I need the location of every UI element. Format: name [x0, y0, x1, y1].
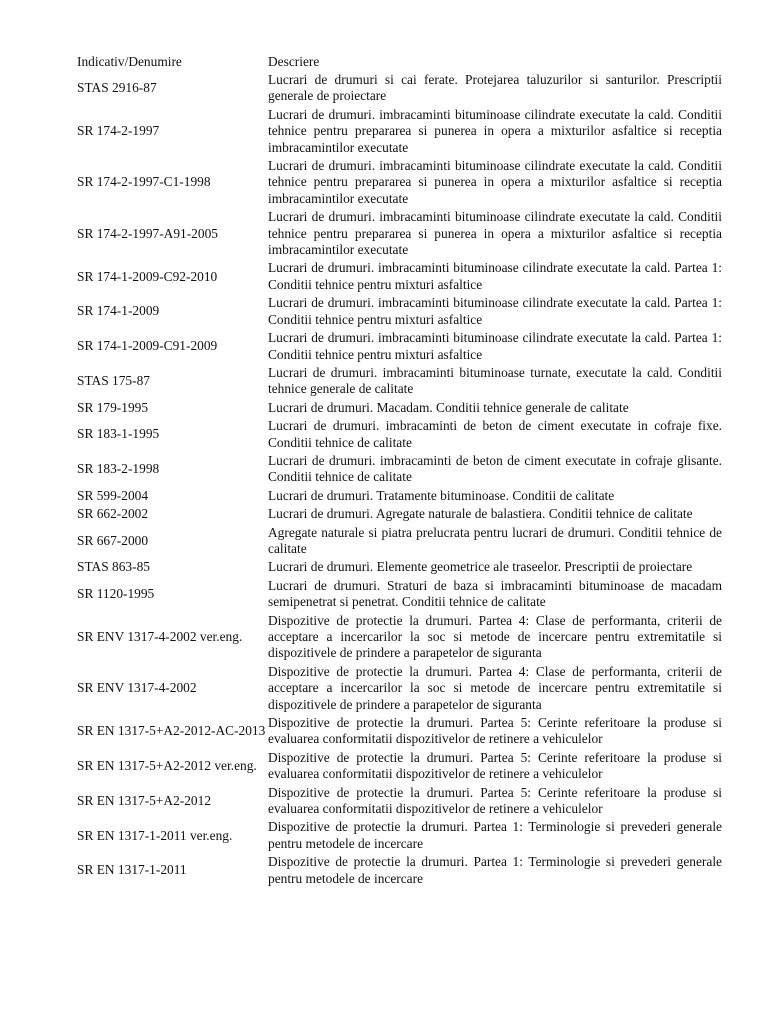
table-row	[77, 329, 722, 364]
standard-code: SR ENV 1317-4-2002	[77, 680, 197, 696]
standard-code: SR 174-1-2009	[77, 303, 160, 319]
standard-code: SR EN 1317-5+A2-2012	[77, 792, 212, 808]
standard-code: STAS 2916-87	[77, 80, 157, 96]
table-row	[77, 417, 722, 452]
standard-code: SR EN 1317-5+A2-2012-AC-2013	[77, 723, 266, 739]
table-row	[77, 208, 722, 259]
table-row	[77, 294, 722, 329]
table-row	[77, 558, 722, 576]
standard-code: STAS 175-87	[77, 373, 150, 389]
table-row	[77, 157, 722, 208]
table-row	[77, 853, 722, 888]
standard-description: Dispozitive de protectie la drumuri. Partea 1: Terminologie si prevederi generale pentru metodele de incercare	[268, 819, 722, 851]
table-row	[77, 364, 722, 399]
standard-code: SR 174-1-2009-C91-2009	[77, 338, 218, 354]
standard-description: Dispozitive de protectie la drumuri. Partea 5: Cerinte referitoare la produse si evaluarea conformitatii dispozitivelor de retinere a vehiculelor	[268, 749, 722, 782]
standard-code: SR EN 1317-1-2011	[77, 862, 187, 878]
standard-code: SR 174-1-2009-C92-2010	[77, 268, 218, 284]
standard-description: Dispozitive de protectie la drumuri. Partea 5: Cerinte referitoare la produse si evaluarea conformitatii dispozitivelor de retinere a vehiculelor	[268, 784, 722, 817]
standard-description: Lucrari de drumuri. imbracaminti de beton de ciment executate in cofraje glisante. Conditii tehnice de calitate	[268, 452, 722, 485]
standard-description: Lucrari de drumuri. Elemente geometrice ale traseelor. Prescriptii de proiectare	[268, 559, 693, 575]
table-row	[77, 784, 722, 819]
standard-description: Agregate naturale si piatra prelucrata pentru lucrari de drumuri. Conditii tehnice de calitate	[268, 524, 722, 556]
standard-code: SR 662-2002	[77, 506, 149, 522]
standard-description: Lucrari de drumuri. imbracaminti bituminoase cilindrate executate la cald. Conditii tehnice pentru prepararea si punerea in opera a mixturilor asfaltice si receptia imbracamintilor executate	[268, 106, 722, 155]
table-row	[77, 818, 722, 853]
standard-description: Lucrari de drumuri. Macadam. Conditii tehnice generale de calitate	[268, 399, 629, 415]
standard-description: Dispozitive de protectie la drumuri. Partea 4: Clase de performanta, criterii de acceptare a incercarilor la soc si metode de incercare pentru extremitatile si dispozitivele de prindere a parapetelor de siguranta	[268, 612, 722, 661]
table-row	[77, 612, 722, 663]
table-row	[77, 749, 722, 784]
standard-code: SR 174-2-1997-C1-1998	[77, 174, 211, 190]
column-header-description: Descriere	[268, 53, 320, 69]
standard-code: SR 667-2000	[77, 532, 149, 548]
standard-code: SR 179-1995	[77, 399, 149, 415]
standard-description: Lucrari de drumuri si cai ferate. Protejarea taluzurilor si santurilor. Prescriptii generale de proiectare	[268, 72, 722, 104]
standard-code: SR 174-2-1997	[77, 123, 160, 139]
standard-description: Lucrari de drumuri. Tratamente bituminoase. Conditii de calitate	[268, 487, 615, 503]
standards-table	[77, 52, 722, 888]
standard-code: SR 599-2004	[77, 487, 149, 503]
standard-description: Lucrari de drumuri. imbracaminti bituminoase cilindrate executate la cald. Partea 1: Conditii tehnice pentru mixturi asfaltice	[268, 260, 722, 292]
standard-description: Lucrari de drumuri. imbracaminti bituminoase cilindrate executate la cald. Partea 1: Conditii tehnice pentru mixturi asfaltice	[268, 295, 722, 327]
table-row	[77, 714, 722, 749]
standard-description: Lucrari de drumuri. imbracaminti de beton de ciment executate in cofraje fixe. Conditii tehnice de calitate	[268, 418, 722, 450]
standard-description: Dispozitive de protectie la drumuri. Partea 5: Cerinte referitoare la produse si evaluarea conformitatii dispozitivelor de retinere a vehiculelor	[268, 715, 722, 747]
standard-code: SR 1120-1995	[77, 585, 155, 601]
table-row	[77, 577, 722, 612]
table-row	[77, 524, 722, 559]
standard-description: Dispozitive de protectie la drumuri. Partea 1: Terminologie si prevederi generale pentru metodele de incercare	[268, 854, 722, 886]
standard-description: Lucrari de drumuri. imbracaminti bituminoase turnate, executate la cald. Conditii tehnice generale de calitate	[268, 364, 722, 397]
standard-description: Lucrari de drumuri. imbracaminti bituminoase cilindrate executate la cald. Partea 1: Conditii tehnice pentru mixturi asfaltice	[268, 330, 722, 362]
table-row	[77, 452, 722, 487]
standard-code: SR EN 1317-5+A2-2012 ver.eng.	[77, 758, 257, 774]
table-header	[77, 52, 722, 71]
standard-code: STAS 863-85	[77, 559, 150, 575]
table-row	[77, 487, 722, 505]
column-header-code: Indicativ/Denumire	[77, 53, 182, 69]
table-row	[77, 399, 722, 417]
standard-code: SR 174-2-1997-A91-2005	[77, 225, 218, 241]
table-row	[77, 663, 722, 714]
table-row	[77, 71, 722, 106]
standard-description: Lucrari de drumuri. imbracaminti bituminoase cilindrate executate la cald. Conditii tehnice pentru prepararea si punerea in opera a mixturilor asfaltice si receptia imbracamintilor executate	[268, 158, 722, 206]
table-row	[77, 106, 722, 157]
standard-code: SR ENV 1317-4-2002 ver.eng.	[77, 629, 243, 644]
standard-description: Lucrari de drumuri. Straturi de baza si imbracaminti bituminoase de macadam semipenetrat si penetrat. Conditii tehnice de calitate	[268, 577, 722, 610]
standard-description: Lucrari de drumuri. imbracaminti bituminoase cilindrate executate la cald. Conditii tehnice pentru prepararea si punerea in opera a mixturilor asfaltice si receptia imbracamintilor executate	[268, 209, 722, 258]
standard-description: Dispozitive de protectie la drumuri. Partea 4: Clase de performanta, criterii de acceptare a incercarilor la soc si metode de incercare pentru extremitatile si dispozitivele de prindere a parapetelor de siguranta	[268, 663, 722, 712]
table-row	[77, 505, 722, 523]
table-row	[77, 259, 722, 294]
standard-code: SR 183-2-1998	[77, 461, 160, 477]
standard-description: Lucrari de drumuri. Agregate naturale de balastiera. Conditii tehnice de calitate	[268, 506, 693, 522]
standard-code: SR 183-1-1995	[77, 426, 160, 442]
standard-code: SR EN 1317-1-2011 ver.eng.	[77, 827, 233, 843]
